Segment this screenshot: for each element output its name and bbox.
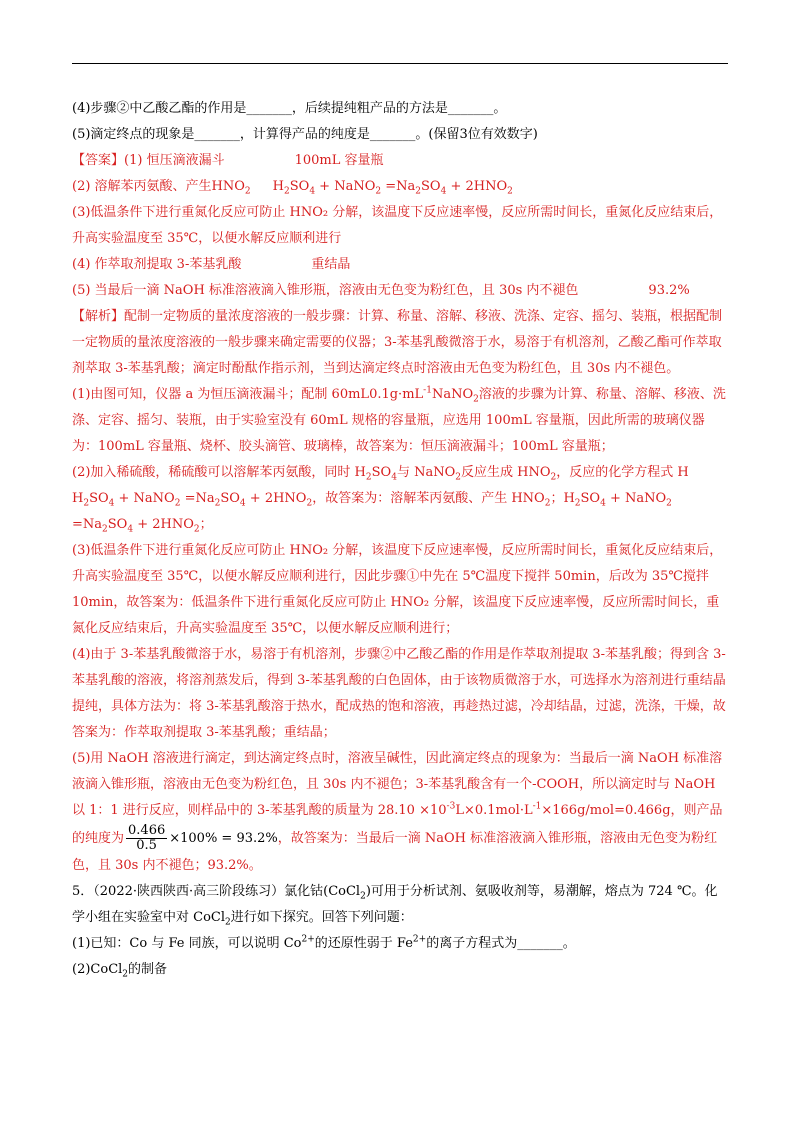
question-5: (5)滴定终点的现象是_______，计算得产品的纯度是_______。(保留3位有效数字) — [72, 127, 538, 142]
document-body — [72, 96, 728, 983]
header-rule — [72, 63, 728, 64]
answer-2: (2) 溶解苯丙氨酸、产生$HNO_2$ $H_2SO_4$ + NaNO$_2$ $=Na_2SO_4 + 2HNO_2$ — [72, 179, 513, 197]
analysis-4: (4)由于 3-苯基乳酸微溶于水，易溶于有机溶剂，步骤②中乙酸乙酯的作用是作萃取剂提取 3-苯基乳酸；得到含 3-苯基乳酸的溶液，将溶剂蒸发后，得到 3-苯基乳酸的白色固体，由于该物质微溶于水，可选择水为溶剂进行重结晶提纯，具体方法为：将 3-苯基乳酸溶于热水，配成热的饱和溶液，再趁热过滤，冷却结晶，过滤，洗涤，干燥，故答案为：作萃取剂提取 3-苯基乳酸；重结晶； — [72, 647, 726, 740]
question-5-sub-2: (2)CoCl$_2$的制备 — [72, 962, 168, 980]
analysis-3: (3)低温条件下进行重氮化反应可防止 HNO₂ 分解，该温度下反应速率慢，反应所需时间长，重氮化反应结束后，升高实验温度至 35℃，以便水解反应顺利进行，因此步骤①中先在 5℃温度下搅拌 50min，后改为 35℃搅拌 10min，故答案为：低温条件下进行重氮化反应可防止 HNO₂ 分解，该温度下反应速率慢，反应所需时间长，重氮化反应结束后，升高实验温度至 35℃，以便水解反应顺利进行； — [72, 543, 723, 636]
question-5-header: 5．（2022·陕西陕西·高三阶段练习）氯化钴(CoCl$_2$)可用于分析试剂、氨吸收剂等，易潮解，熔点为 724 ℃。化学小组在实验室中对 CoCl$_2$进行如下探究。回答下列问题： — [72, 884, 718, 928]
answer-label: 【答案】 — [72, 153, 125, 168]
analysis-1: (1)由图可知，仪器 a 为恒压滴液漏斗；配制 $60mL0.1g\cdot mL^{-1}NaNO_2$溶液的步骤为计算、称量、溶解、移液、洗涤、定容、摇匀、装瓶，由于实验室没有 60mL 规格的容量瓶，应选用 100mL 容量瓶，因此所需的玻璃仪器为：100mL 容量瓶、烧杯、胶头滴管、玻璃棒，故答案为：恒压滴液漏斗；100mL 容量瓶； — [72, 385, 726, 454]
analysis-5: (5)用 NaOH 溶液进行滴定，到达滴定终点时，溶液呈碱性，因此滴定终点的现象为：当最后一滴 NaOH 标准溶液滴入锥形瓶，溶液由无色变为粉红色，且 30s 内不褪色；3-苯基乳酸含有一个-COOH，所以滴定时与 NaOH 以 1：1 进行反应，则样品中的 3-苯基乳酸的质量为 $28.10 \times 10^{-3}L\times 0.1mol\cdot L^{-1}\times 166g/mol=0.466g$，则产品的纯度为 $\frac{0.466}{0.5}$ ×100% = 93.2%，故答案为：当最后一滴 NaOH 标准溶液滴入锥形瓶，溶液由无色变为粉红色，且 30s 内不褪色；93.2%。 — [72, 751, 723, 873]
answer-4: (4) 作萃取剂提取 3-苯基乳酸 重结晶 — [72, 257, 351, 272]
answer-1: 【答案】(1) 恒压滴液漏斗 100mL 容量瓶 — [72, 153, 384, 168]
question-4: (4)步骤②中乙酸乙酯的作用是_______，后续提纯粗产品的方法是_______。 — [72, 101, 507, 116]
answer-5: (5) 当最后一滴 NaOH 标准溶液滴入锥形瓶，溶液由无色变为粉红色，且 30s 内不褪色 93.2% — [72, 283, 690, 298]
question-5-sub-1: (1)已知：Co 与 Fe 同族，可以说明 $Co^{2+}$的还原性弱于 $Fe^{2+}$的离子方程式为_______。 — [72, 934, 576, 951]
analysis-intro: 【解析】配制一定物质的量浓度溶液的一般步骤：计算、称量、溶解、移液、洗涤、定容、摇匀、装瓶，根据配制一定物质的量浓度溶液的一般步骤来确定需要的仪器；3-苯基乳酸微溶于水，易溶于有机溶剂，乙酸乙酯可作萃取剂萃取 3-苯基乳酸；滴定时酚酞作指示剂，当到达滴定终点时溶液由无色变为粉红色，且 30s 内不褪色。 — [72, 309, 723, 376]
analysis-label: 【解析】 — [72, 309, 125, 324]
analysis-2: (2)加入稀硫酸，稀硫酸可以溶解苯丙氨酸，同时 $H_2SO_4$与 NaNO$_2$反应生成 $HNO_2$，反应的化学方程式 H $H_2SO_4$ + NaNO$_2$ $=Na_2SO_4 + 2HNO_2$，故答案为：溶解苯丙氨酸、产生 $HNO_2$；$H_2SO_4$ + NaNO$_2$ $=Na_2SO_4 + 2HNO_2$； — [72, 465, 689, 535]
answer-3: (3)低温条件下进行重氮化反应可防止 HNO₂ 分解，该温度下反应速率慢，反应所需时间长，重氮化反应结束后，升高实验温度至 35℃，以便水解反应顺利进行 — [72, 205, 723, 246]
purity-fraction: $\frac{0.466}{0.5}$ — [128, 823, 166, 853]
